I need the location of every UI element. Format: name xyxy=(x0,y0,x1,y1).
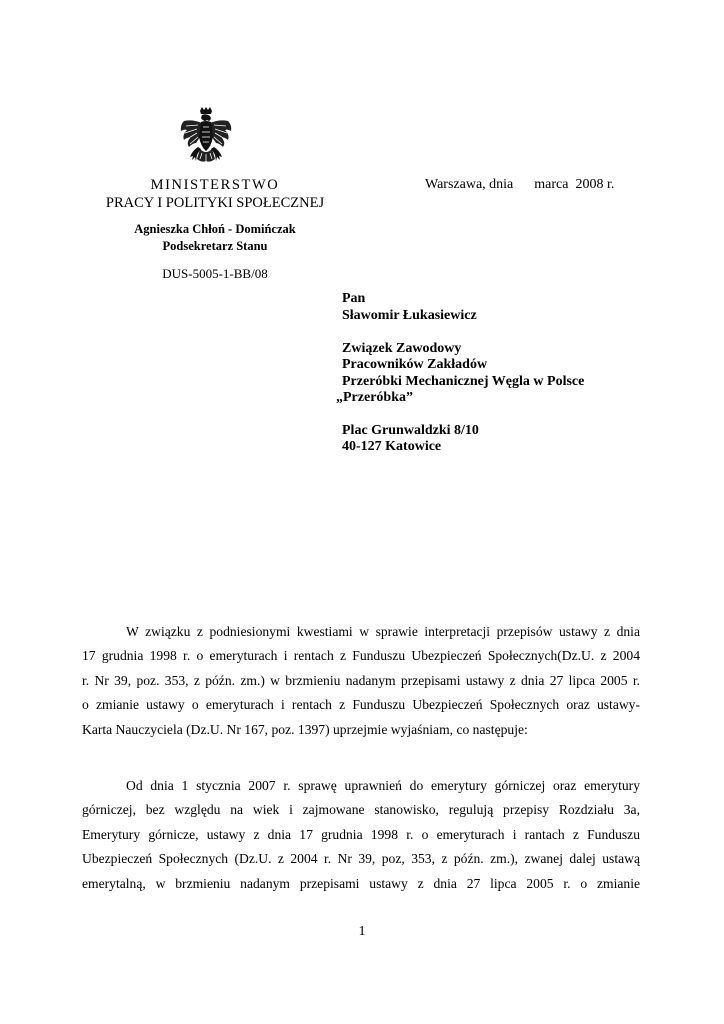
polish-eagle-emblem-icon xyxy=(178,107,234,169)
paragraph-line: 17 grudnia 1998 r. o emeryturach i rentach z Funduszu Ubezpieczeń Społecznych(Dz.U. z 2004 xyxy=(82,648,640,664)
recipient-line: Plac Grunwaldzki 8/10 xyxy=(342,423,479,438)
recipient-line: „Przeróbka” xyxy=(336,390,413,405)
recipient-line: Związek Zawodowy xyxy=(342,341,462,356)
body-paragraph-2 xyxy=(82,774,640,896)
paragraph-line: Ubezpieczeń Społecznych (Dz.U. z 2004 r. Nr 39, poz, 353, z późn. zm.), zwanej dalej ustawą xyxy=(82,851,640,867)
recipient-line: Sławomir Łukasiewicz xyxy=(342,308,477,323)
ministry-name-line1: MINISTERSTWO xyxy=(150,177,280,193)
recipient-line: Pracowników Zakładów xyxy=(342,357,488,372)
page-number: 1 xyxy=(358,924,366,939)
reference-number: DUS-5005-1-BB/08 xyxy=(162,266,268,281)
signatory-title: Podsekretarz Stanu xyxy=(162,239,268,253)
paragraph-line: W związku z podniesionymi kwestiami w sprawie interpretacji przepisów ustawy z dnia xyxy=(126,624,640,639)
letter-date: Warszawa, dnia marca 2008 r. xyxy=(425,177,615,192)
ministry-name-line2: PRACY I POLITYKI SPOŁECZNEJ xyxy=(105,195,325,211)
signatory-name: Agnieszka Chłoń - Domińczak xyxy=(134,222,296,236)
recipient-line: Przeróbki Mechanicznej Węgla w Polsce xyxy=(342,374,585,389)
recipient-line: Pan xyxy=(342,291,366,306)
body-paragraph-1 xyxy=(82,620,640,742)
paragraph-line: emerytalną, w brzmieniu nadanym przepisami ustawy z dnia 27 lipca 2005 r. o zmianie xyxy=(82,875,640,891)
paragraph-line: Od dnia 1 stycznia 2007 r. sprawę uprawnień do emerytury górniczej oraz emerytury xyxy=(126,778,640,793)
paragraph-line: o zmianie ustawy o emeryturach i rentach z Funduszu Ubezpieczeń Społecznych oraz ustawy- xyxy=(82,697,640,713)
paragraph-line: Emerytury górnicze, ustawy z dnia 17 grudnia 1998 r. o emeryturach i rantach z Funduszu xyxy=(82,826,640,842)
paragraph-line: górniczej, bez względu na wiek i zajmowane stanowisko, regulują przepisy Rozdziału 3a, xyxy=(82,802,640,818)
paragraph-line: Karta Nauczyciela (Dz.U. Nr 167, poz. 1397) uprzejmie wyjaśniam, co następuje: xyxy=(82,721,528,737)
paragraph-line: r. Nr 39, poz. 353, z późn. zm.) w brzmieniu nadanym przepisami ustawy z dnia 27 lipca 2005 r. xyxy=(82,672,640,688)
recipient-line: 40-127 Katowice xyxy=(342,439,442,454)
